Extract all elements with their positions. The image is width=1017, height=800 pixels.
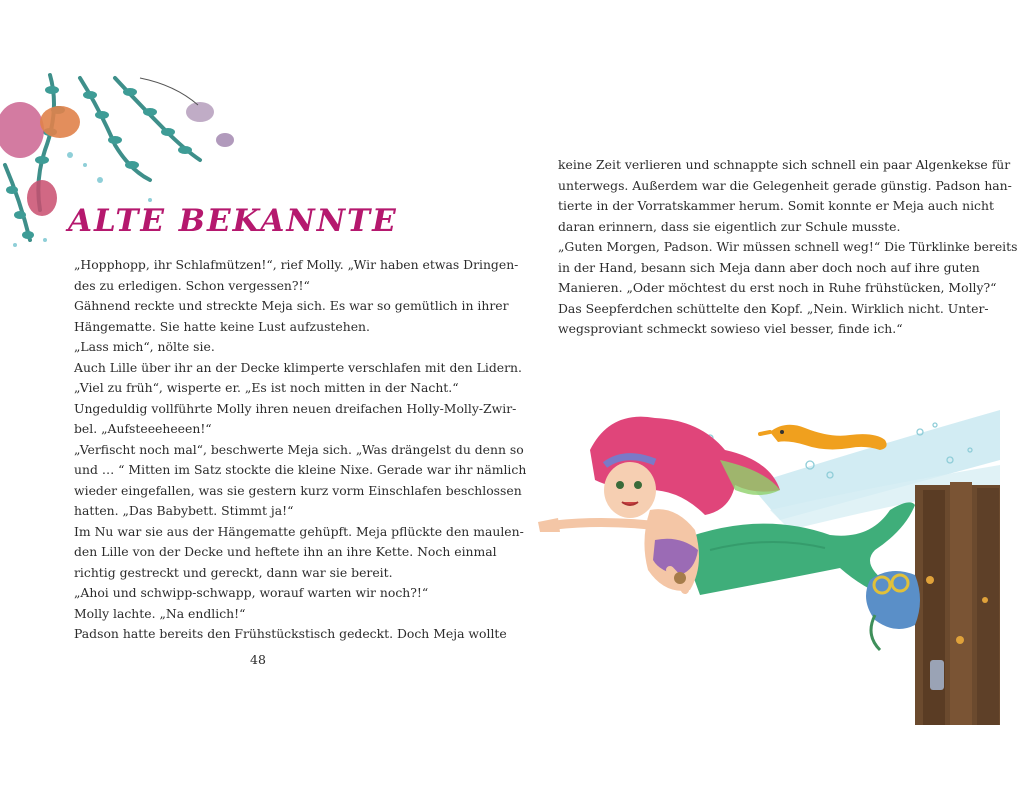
left-page-text bbox=[74, 255, 527, 645]
text-line: keine Zeit verlieren und schnappte sich schnell ein paar Algenkekse für bbox=[558, 157, 1011, 172]
text-line: „Guten Morgen, Padson. Wir müssen schnell weg!“ Die Türklinke bereits bbox=[558, 239, 1017, 254]
text-line: „Verfischt noch mal“, beschwerte Meja sich. „Was drängelst du denn so bbox=[74, 441, 524, 457]
cookie-icon bbox=[674, 572, 686, 584]
text-line: Molly lachte. „Na endlich!“ bbox=[74, 605, 246, 621]
right-page-text bbox=[558, 155, 1017, 340]
text-line: Padson hatte bereits den Frühstückstisch gedeckt. Doch Meja wollte bbox=[74, 626, 507, 641]
text-line: daran erinnern, dass sie eigentlich zur Schule musste. bbox=[558, 218, 901, 234]
text-line: richtig gestreckt und gereckt, dann war sie bereit. bbox=[74, 564, 393, 580]
door-handle-icon bbox=[930, 660, 944, 690]
text-line: „Hopphopp, ihr Schlafmützen!“, rief Molly. „Wir haben etwas Dringen- bbox=[74, 257, 519, 272]
text-line: des zu erledigen. Schon vergessen?!“ bbox=[74, 277, 310, 293]
text-line: Auch Lille über ihr an der Decke klimperte verschlafen mit den Lidern. bbox=[74, 359, 522, 375]
text-line: Das Seepferdchen schüttelte den Kopf. „Nein. Wirklich nicht. Unter- bbox=[558, 300, 989, 316]
wooden-door bbox=[915, 482, 1000, 725]
text-line: unterwegs. Außerdem war die Gelegenheit gerade günstig. Padson han- bbox=[558, 177, 1012, 193]
text-line: bel. „Aufsteeeheeen!“ bbox=[74, 421, 212, 436]
text-line: wieder eingefallen, was sie gestern kurz vorm Einschlafen beschlossen bbox=[74, 482, 522, 498]
text-line: Hängematte. Sie hatte keine Lust aufzustehen. bbox=[74, 318, 370, 334]
text-line: „Viel zu früh“, wisperte er. „Es ist noch mitten in der Nacht.“ bbox=[74, 380, 459, 395]
text-line: und … “ Mitten im Satz stockte die kleine Nixe. Gerade war ihr nämlich bbox=[74, 462, 527, 477]
text-line: Im Nu war sie aus der Hängematte gehüpft. Meja pflückte den maulen- bbox=[74, 523, 524, 539]
text-line: tierte in der Vorratskammer herum. Somit konnte er Meja auch nicht bbox=[558, 198, 994, 213]
text-line: Manieren. „Oder möchtest du erst noch in Ruhe frühstücken, Molly?“ bbox=[558, 280, 997, 295]
text-line: „Lass mich“, nölte sie. bbox=[74, 339, 215, 354]
text-line: in der Hand, besann sich Meja dann aber doch noch auf ihre guten bbox=[558, 259, 980, 275]
chapter-title: ALTE BEKANNTE bbox=[68, 203, 398, 239]
seahorse-icon bbox=[760, 425, 887, 450]
text-line: hatten. „Das Babybett. Stimmt ja!“ bbox=[74, 503, 294, 518]
text-line: Ungeduldig vollführte Molly ihren neuen dreifachen Holly-Molly-Zwir- bbox=[74, 400, 517, 416]
text-line: „Ahoi und schwipp-schwapp, worauf warten wir noch?!“ bbox=[74, 585, 429, 600]
fish-icon bbox=[866, 571, 920, 650]
page-number: 48 bbox=[250, 652, 266, 667]
mermaid-illustration bbox=[530, 390, 1000, 725]
text-line: wegsproviant schmeckt sowieso viel besser, finde ich.“ bbox=[558, 321, 903, 336]
text-line: Gähnend reckte und streckte Meja sich. Es war so gemütlich in ihrer bbox=[74, 298, 509, 313]
text-line: den Lille von der Decke und heftete ihn an ihre Kette. Noch einmal bbox=[74, 544, 497, 559]
